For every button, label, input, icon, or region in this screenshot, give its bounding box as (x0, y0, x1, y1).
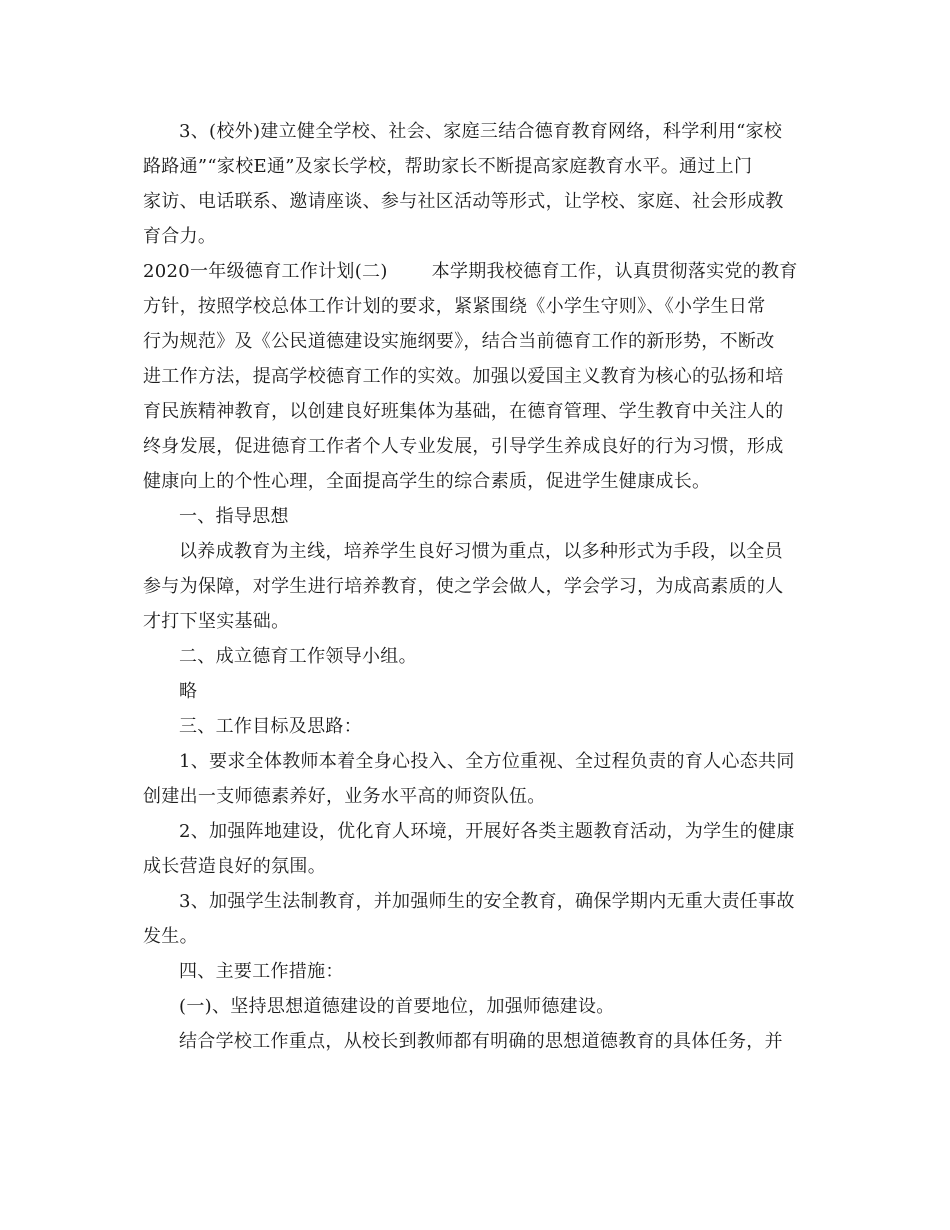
text-line: 1、要求全体教师本着全身心投入、全方位重视、全过程负责的育人心态共同 (179, 751, 795, 772)
paragraph-school-outreach (143, 114, 805, 254)
text-line: 一、指导思想 (179, 506, 289, 527)
heading-guiding-ideology (143, 499, 805, 534)
paragraph-goal-3 (143, 884, 805, 954)
text-line: 四、主要工作措施： (179, 961, 344, 982)
text-line: 略 (179, 681, 198, 702)
text-line: 参与为保障，对学生进行培养教育，使之学会做人，学会学习，为成高素质的人 (143, 576, 784, 597)
heading-goals (143, 709, 805, 744)
text-line: 创建出一支师德素养好，业务水平高的师资队伍。 (143, 786, 546, 807)
text-line (143, 254, 805, 289)
paragraph-measure-1 (143, 1024, 805, 1059)
text-line: 家访、电话联系、邀请座谈、参与社区活动等形式，让学校、家庭、社会形成教 (143, 191, 784, 212)
text-line: 行为规范》及《公民道德建设实施纲要》，结合当前德育工作的新形势，不断改 (143, 331, 775, 352)
text-line: 结合学校工作重点，从校长到教师都有明确的思想道德教育的具体任务，并 (179, 1031, 783, 1052)
paragraph-goal-2 (143, 814, 805, 884)
heading-measures (143, 954, 805, 989)
text-line: 发生。 (143, 926, 198, 947)
heading-measure-1 (143, 989, 805, 1024)
text-line: 3、(校外)建立健全学校、社会、家庭三结合德育教育网络，科学利用“家校 (179, 121, 783, 142)
text-line: 3、加强学生法制教育，并加强师生的安全教育，确保学期内无重大责任事故 (179, 891, 795, 912)
text-line: 三、工作目标及思路： (179, 716, 362, 737)
paragraph-plan-intro (143, 254, 805, 499)
paragraph-omitted (143, 674, 805, 709)
text-line: 2、加强阵地建设，优化育人环境，开展好各类主题教育活动，为学生的健康 (179, 821, 795, 842)
text-line: 方针，按照学校总体工作计划的要求，紧紧围绕《小学生守则》、《小学生日常 (143, 296, 766, 317)
intro-text: 本学期我校德育工作，认真贯彻落实党的教育 (431, 261, 798, 282)
text-line: 二、成立德育工作领导小组。 (179, 646, 417, 667)
text-line: 以养成教育为主线，培养学生良好习惯为重点，以多种形式为手段，以全员 (179, 541, 783, 562)
text-line: 进工作方法，提高学校德育工作的实效。加强以爱国主义教育为核心的弘扬和培 (143, 366, 784, 387)
paragraph-guiding-ideology (143, 534, 805, 639)
text-line: 健康向上的个性心理，全面提高学生的综合素质，促进学生健康成长。 (143, 471, 711, 492)
heading-leadership-group (143, 639, 805, 674)
text-line: 才打下坚实基础。 (143, 611, 290, 632)
text-line: 育合力。 (143, 226, 217, 247)
document-body (143, 114, 805, 1059)
text-line: 育民族精神教育，以创建良好班集体为基础，在德育管理、学生教育中关注人的 (143, 401, 784, 422)
text-line: 终身发展，促进德育工作者个人专业发展，引导学生养成良好的行为习惯，形成 (143, 436, 784, 457)
text-line: 成长营造良好的氛围。 (143, 856, 326, 877)
text-line: (一)、坚持思想道德建设的首要地位，加强师德建设。 (179, 996, 615, 1017)
text-line: 路路通”“家校E通”及家长学校，帮助家长不断提高家庭教育水平。通过上门 (143, 156, 753, 177)
paragraph-goal-1 (143, 744, 805, 814)
section-title: 2020一年级德育工作计划(二) (143, 261, 388, 282)
